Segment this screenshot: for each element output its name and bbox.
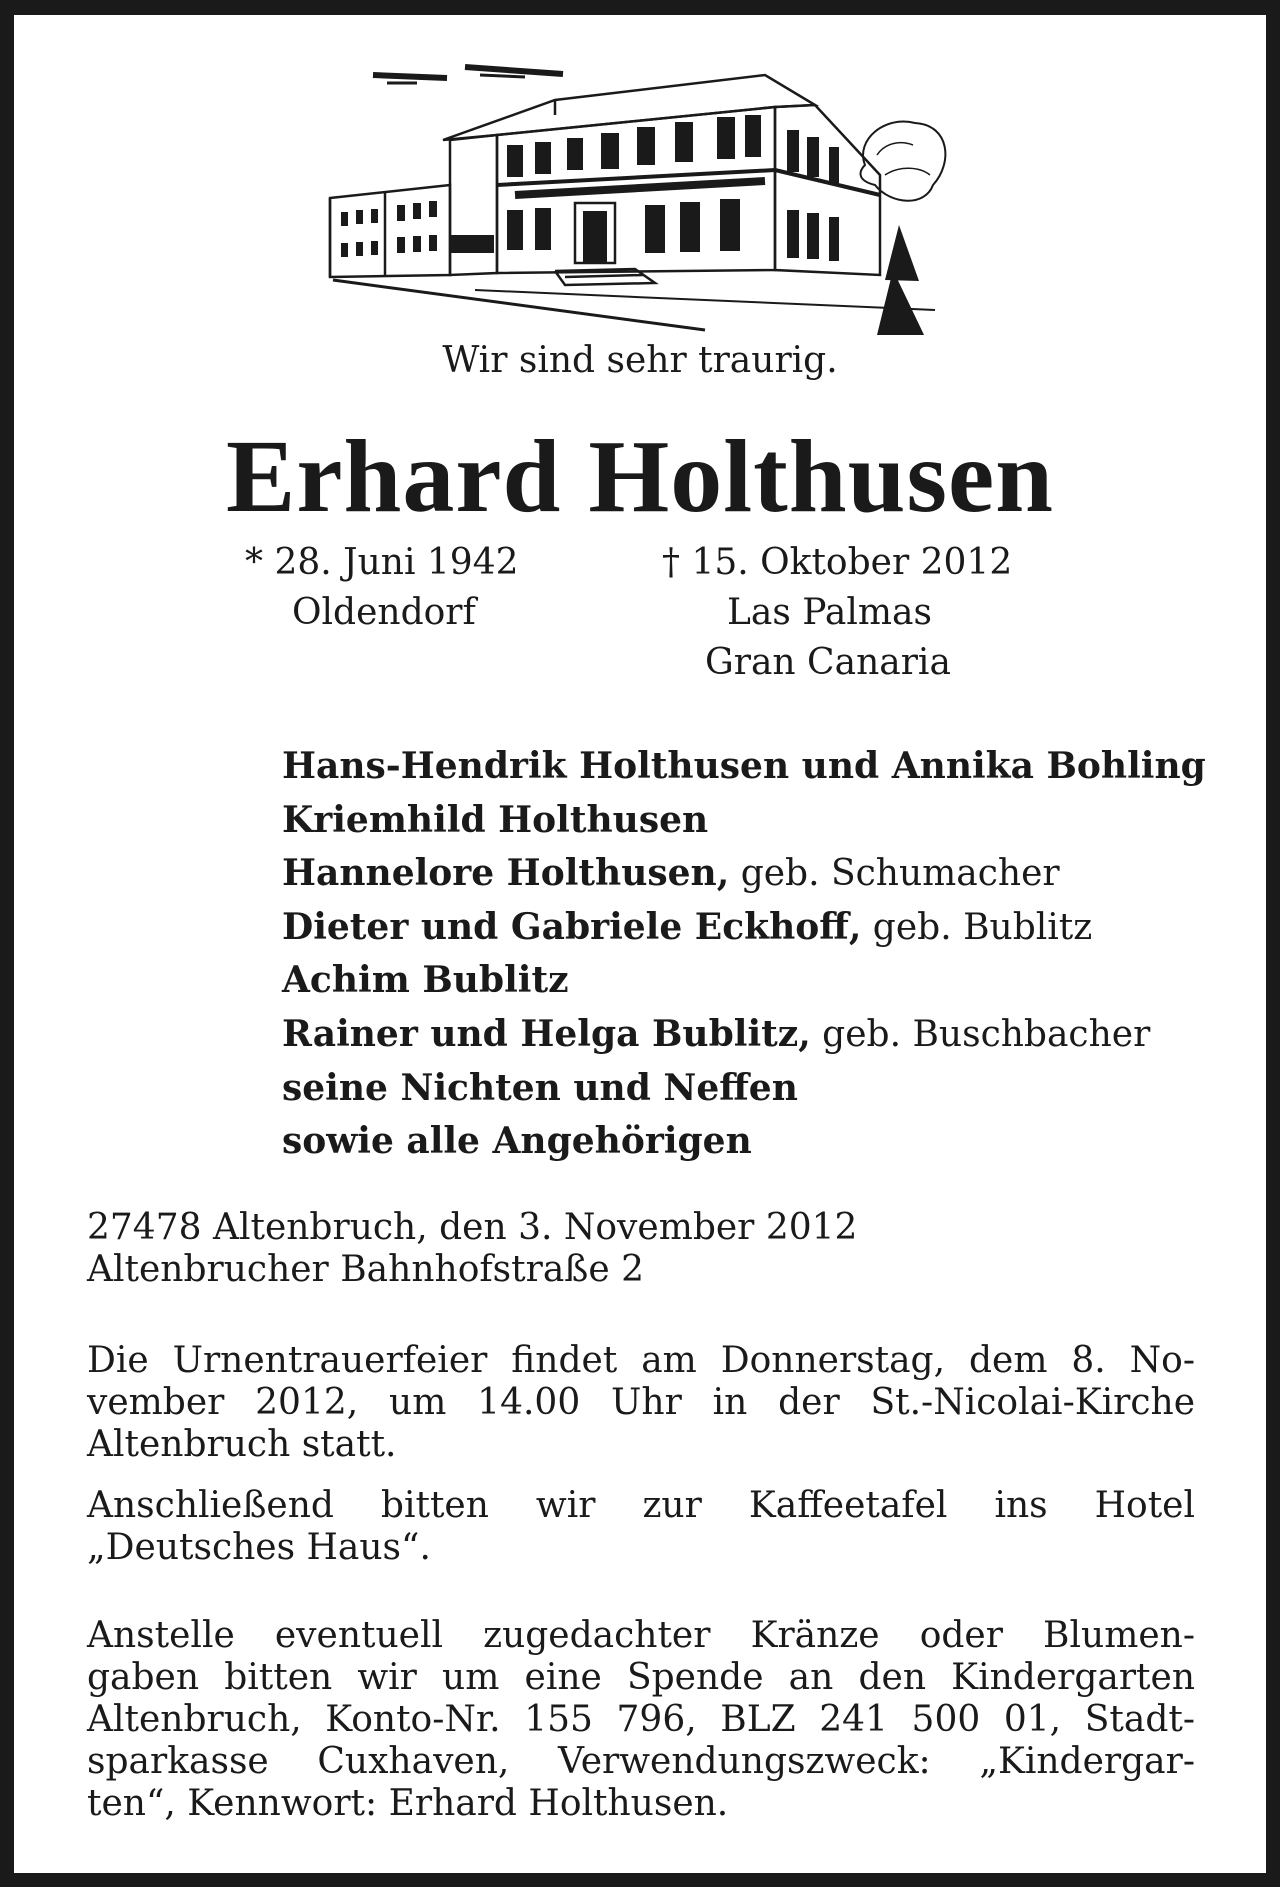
mourner-name: sowie alle Angehörigen	[282, 1120, 752, 1163]
paragraph-line: „Deutsches Haus“.	[87, 1527, 431, 1568]
mourners-list	[282, 740, 1206, 1169]
ceremony-paragraph	[87, 1340, 1195, 1466]
mourner-line	[282, 1062, 1206, 1116]
mourner-name: Hans-Hendrik Holthusen und Annika Bohling	[282, 745, 1206, 787]
hotel-building-illustration	[325, 45, 955, 335]
mourner-name: Rainer und Helga Bublitz,	[282, 1012, 811, 1055]
mourner-line	[282, 740, 1206, 794]
birth-place: Oldendorf	[292, 592, 476, 633]
mourner-suffix: geb. Buschbacher	[810, 1013, 1151, 1055]
death-date: † 15. Oktober 2012	[662, 542, 1013, 583]
mourner-line	[282, 1115, 1206, 1169]
address-block	[87, 1207, 1195, 1291]
paragraph-line: Anschließend bitten wir zur Kaffeetafel ins Hotel	[87, 1485, 1195, 1526]
donation-paragraph	[87, 1615, 1195, 1825]
paragraph-line: Die Urnentrauerfeier findet am Donnerstag, dem 8. No-	[87, 1340, 1195, 1381]
intro-text: Wir sind sehr traurig.	[442, 340, 838, 381]
paragraph-line: Altenbruch statt.	[87, 1424, 397, 1465]
birth-date: * 28. Juni 1942	[245, 542, 519, 583]
mourner-name: seine Nichten und Neffen	[282, 1066, 798, 1109]
address-line-date: 27478 Altenbruch, den 3. November 2012	[87, 1207, 858, 1248]
reception-paragraph	[87, 1485, 1195, 1569]
mourner-suffix: geb. Schumacher	[729, 853, 1060, 895]
mourner-line	[282, 1008, 1206, 1062]
paragraph-line: Anstelle eventuell zugedachter Kränze oder Blumen-	[87, 1615, 1195, 1656]
mourner-line	[282, 954, 1206, 1008]
paragraph-line: ten“, Kennwort: Erhard Holthusen.	[87, 1783, 729, 1824]
paragraph-line: vember 2012, um 14.00 Uhr in der St.-Nicolai-Kirche	[87, 1382, 1195, 1423]
deceased-name: Erhard Holthusen	[226, 419, 1054, 534]
mourner-line	[282, 847, 1206, 901]
paragraph-line: gaben bitten wir um eine Spende an den Kindergarten	[87, 1657, 1195, 1698]
mourner-line	[282, 901, 1206, 955]
death-place-city: Las Palmas	[727, 592, 932, 633]
address-line-street: Altenbrucher Bahnhofstraße 2	[87, 1249, 644, 1290]
mourner-name: Dieter und Gabriele Eckhoff,	[282, 905, 862, 948]
paragraph-line: sparkasse Cuxhaven, Verwendungszweck: „Kindergar-	[87, 1741, 1195, 1782]
mourner-name: Hannelore Holthusen,	[282, 852, 730, 895]
death-place-island: Gran Canaria	[705, 642, 951, 683]
mourner-suffix: geb. Bublitz	[861, 906, 1093, 948]
mourner-name: Achim Bublitz	[282, 959, 569, 1002]
mourner-name: Kriemhild Holthusen	[282, 798, 709, 841]
mourner-line	[282, 794, 1206, 848]
paragraph-line: Altenbruch, Konto-Nr. 155 796, BLZ 241 500 01, Stadt-	[87, 1699, 1195, 1740]
